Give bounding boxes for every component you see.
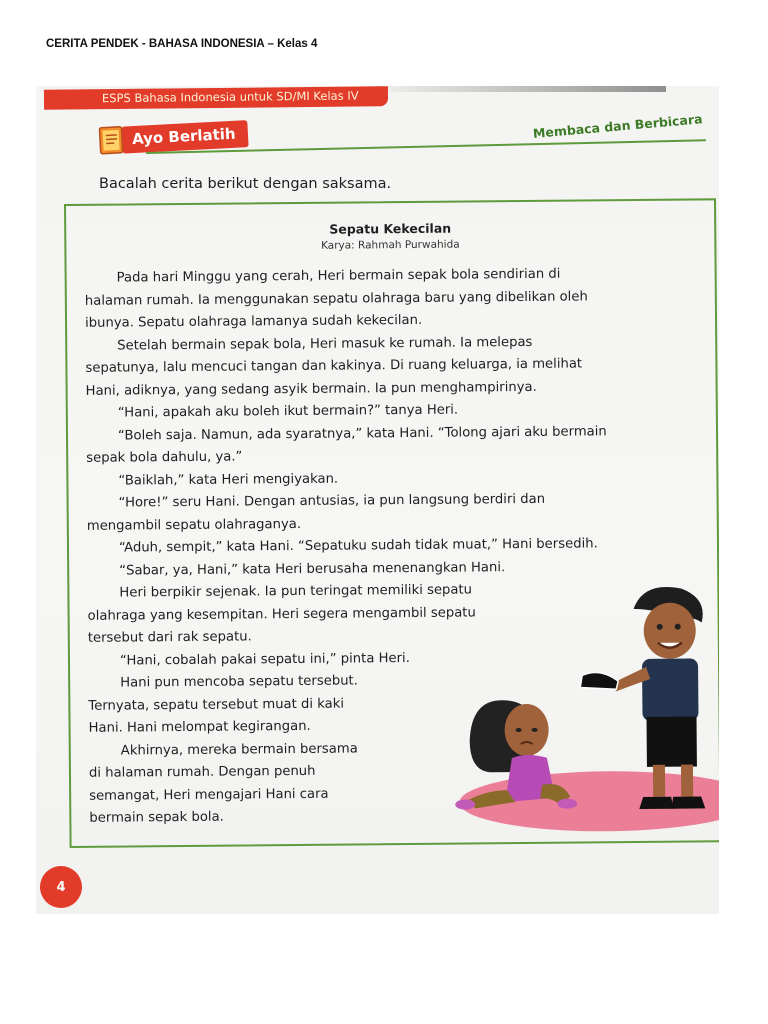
story-line: “Boleh saja. Namun, ada syaratnya,” kata Hani. “Tolong ajari aku bermain xyxy=(117,423,607,444)
page-number: 4 xyxy=(40,866,82,908)
story-line: “Hore!” seru Hani. Dengan antusias, ia pun langsung berdiri dan xyxy=(118,491,546,511)
document-header: CERITA PENDEK - BAHASA INDONESIA – Kelas 4 xyxy=(46,38,318,50)
book-icon xyxy=(97,124,127,155)
story-line: tersebut dari rak sepatu. xyxy=(87,629,252,646)
story-line: Akhirnya, mereka bermain bersama xyxy=(120,740,358,759)
section-label: Membaca dan Berbicara xyxy=(532,111,704,141)
story-line: Hani pun mencoba sepatu tersebut. xyxy=(120,673,358,691)
sneakers-icon xyxy=(580,672,618,689)
story-line: “Baiklah,” kata Heri mengiyakan. xyxy=(118,471,339,489)
story-line: halaman rumah. Ia menggunakan sepatu olahraga baru yang dibelikan oleh xyxy=(84,288,588,309)
story-line: mengambil sepatu olahraganya. xyxy=(86,516,302,534)
story-line: Hani. Hani melompat kegirangan. xyxy=(88,718,311,736)
instruction-text: Bacalah cerita berikut dengan saksama. xyxy=(99,176,392,192)
story-line: Setelah bermain sepak bola, Heri masuk ke rumah. Ia melepas xyxy=(117,334,533,354)
story-line: sepatunya, lalu mencuci tangan dan kakinya. Di ruang keluarga, ia melihat xyxy=(85,356,583,376)
story-paragraph xyxy=(87,488,687,538)
textbook-page-photo xyxy=(36,86,719,914)
story-line: di halaman rumah. Dengan penuh xyxy=(88,763,316,781)
story-paragraph xyxy=(85,330,686,403)
story-line: olahraga yang kesempitan. Heri segera mengambil sepatu xyxy=(87,604,476,624)
story-author: Karya: Rahmah Purwahida xyxy=(321,238,460,252)
story-line: “Sabar, ya, Hani,” kata Heri berusaha menenangkan Hani. xyxy=(119,559,506,579)
series-ribbon-label: ESPS Bahasa Indonesia untuk SD/MI Kelas IV xyxy=(101,88,359,106)
story-line: “Aduh, sempit,” kata Hani. “Sepatuku sudah tidak muat,” Hani bersedih. xyxy=(118,536,598,556)
story-line: Hani, adiknya, yang sedang asyik bermain. Ia pun menghampirinya. xyxy=(85,379,537,399)
story-title: Sepatu Kekecilan xyxy=(329,220,452,237)
story-line: “Hani, apakah aku boleh ikut bermain?” tanya Heri. xyxy=(117,402,459,421)
photo-shadow xyxy=(366,86,666,92)
story-line: “Hani, cobalah pakai sepatu ini,” pinta Heri. xyxy=(119,650,410,669)
story-illustration xyxy=(445,578,719,841)
story-line: Pada hari Minggu yang cerah, Heri bermain sepak bola sendirian di xyxy=(116,266,561,286)
story-line: ibunya. Sepatu olahraga lamanya sudah kekecilan. xyxy=(84,312,423,331)
story-line: Heri berpikir sejenak. Ia pun teringat memiliki sepatu xyxy=(119,582,473,601)
story-paragraph xyxy=(85,263,686,336)
series-ribbon xyxy=(44,86,388,110)
story-line: Ternyata, sepatu tersebut muat di kaki xyxy=(88,696,345,714)
story-line: semangat, Heri mengajari Hani cara xyxy=(89,786,329,804)
story-line: bermain sepak bola. xyxy=(89,809,224,826)
activity-badge-label: Ayo Berlatih xyxy=(121,120,248,154)
story-box xyxy=(64,198,719,848)
story-paragraph xyxy=(86,420,686,470)
story-line: sepak bola dahulu, ya.” xyxy=(86,449,243,466)
